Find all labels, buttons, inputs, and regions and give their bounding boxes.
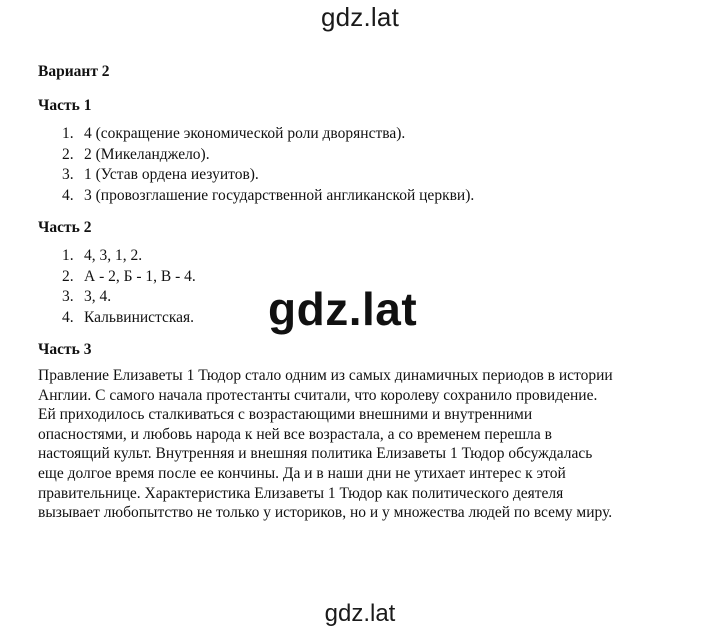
list-item-number: 1. [62, 247, 74, 264]
list-item [62, 124, 718, 145]
list-item [62, 186, 718, 207]
list-item-number: 3. [62, 288, 74, 305]
variant-title: Вариант 2 [38, 63, 110, 80]
list-item-text: 1 (Устав ордена иезуитов). [84, 166, 259, 183]
part1-title: Часть 1 [38, 97, 92, 114]
list-item [62, 165, 718, 186]
essay-line: правительнице. Характеристика Елизаветы 1 Тюдор как политического деятеля [38, 484, 564, 502]
list-item-number: 4. [62, 308, 74, 326]
list-item [62, 246, 718, 267]
list-item-text: 4, 3, 1, 2. [84, 247, 143, 264]
list-item-text: 4 (сокращение экономической роли дворянства). [84, 125, 406, 142]
list-item-text: 3, 4. [84, 288, 112, 305]
part2-title: Часть 2 [38, 219, 92, 236]
list-item-text: Кальвинистская. [84, 308, 195, 326]
list-item-number: 3. [62, 166, 74, 183]
list-item-number: 2. [62, 145, 74, 163]
essay-line: Правление Елизаветы 1 Тюдор стало одним из самых динамичных периодов в истории [38, 367, 613, 384]
list-item [62, 145, 718, 166]
list-item-number: 2. [62, 267, 74, 285]
essay-line: вызывает любопытство не только у историков, но и у множества людей по всему миру. [38, 504, 613, 522]
part3-title: Часть 3 [38, 341, 92, 358]
list-item-number: 4. [62, 186, 74, 204]
part1-answers [38, 124, 718, 206]
list-item-text: А - 2, Б - 1, В - 4. [84, 267, 196, 285]
list-item-text: 3 (провозглашение государственной англиканской церкви). [84, 186, 475, 204]
watermark-top: gdz.lat [320, 2, 399, 32]
watermark-middle: gdz.lat [268, 283, 418, 335]
watermark-bottom: gdz.lat [324, 600, 396, 627]
essay-line: Англии. С самого начала протестанты считали, что королеву сохранило провидение. [38, 386, 598, 404]
essay-line: опасностями, и любовь народа к ней все возрастала, а со временем перешла в [38, 425, 552, 443]
list-item-text: 2 (Микеланджело). [84, 145, 210, 163]
essay-line: настоящий культ. Внутренняя и внешняя политика Елизаветы 1 Тюдор обсуждалась [38, 445, 593, 463]
part3-essay [38, 366, 688, 523]
essay-line: еще долгое время после ее кончины. Да и в наши дни не утихает интерес к этой [38, 464, 566, 482]
list-item-number: 1. [62, 125, 74, 142]
essay-line: Ей приходилось сталкиваться с возрастающими внешними и внутренними [38, 406, 533, 424]
